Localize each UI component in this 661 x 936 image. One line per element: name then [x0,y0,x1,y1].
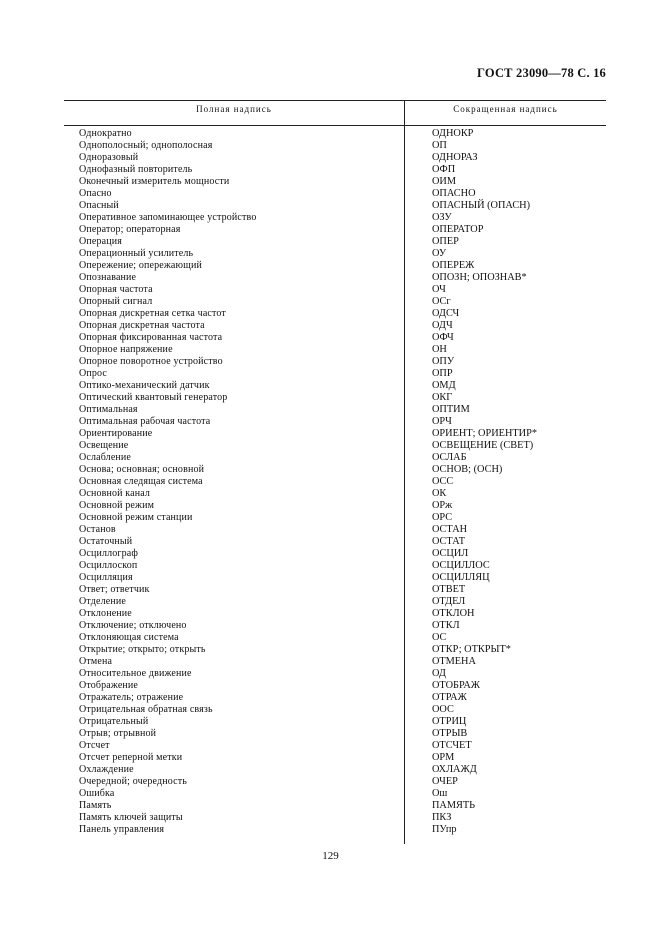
abbreviation-cell: ПАМЯТЬ [432,800,476,811]
table-row [0,164,661,176]
abbreviation-cell: ОТСЧЕТ [432,740,472,751]
full-name-cell: Освещение [79,440,129,451]
abbreviation-cell: ОМД [432,380,456,391]
table-row [0,824,661,836]
full-name-cell: Отделение [79,596,126,607]
abbreviation-cell: ОРС [432,512,453,523]
full-name-cell: Отмена [79,656,113,667]
abbreviation-cell: ОИМ [432,176,457,187]
full-name-cell: Отклонение [79,608,132,619]
table-row [0,656,661,668]
table-row [0,248,661,260]
full-name-cell: Оперативное запоминающее устройство [79,212,257,223]
full-name-cell: Отклоняющая система [79,632,179,643]
table-row [0,200,661,212]
table-row [0,452,661,464]
full-name-cell: Память ключей защиты [79,812,183,823]
abbreviation-cell: ОДЧ [432,320,453,331]
full-name-cell: Опознавание [79,272,137,283]
full-name-cell: Оператор; операторная [79,224,181,235]
full-name-cell: Основа; основная; основной [79,464,205,475]
full-name-cell: Открытие; открыто; открыть [79,644,206,655]
abbreviation-cell: ОПЕР [432,236,459,247]
abbreviation-cell: ОПУ [432,356,455,367]
column-header-full: Полная надпись [196,104,272,114]
full-name-cell: Останов [79,524,116,535]
full-name-cell: Опорная частота [79,284,153,295]
table-row [0,560,661,572]
abbreviation-cell: ОД [432,668,446,679]
abbreviation-cell: ОТМЕНА [432,656,476,667]
table-row [0,332,661,344]
table-row [0,368,661,380]
abbreviation-cell: ОСНОВ; (ОСН) [432,464,503,475]
document-header: ГОСТ 23090—78 С. 16 [477,66,606,80]
full-name-cell: Остаточный [79,536,133,547]
full-name-cell: Основная следящая система [79,476,203,487]
table-row [0,236,661,248]
table-row [0,608,661,620]
abbreviation-cell: ОУ [432,248,447,259]
full-name-cell: Оптимальная рабочая частота [79,416,211,427]
abbreviation-cell: ОПАСНЫЙ (ОПАСН) [432,200,531,211]
abbreviation-cell: ОТДЕЛ [432,596,466,607]
abbreviation-cell: ОРМ [432,752,455,763]
full-name-cell: Однократно [79,128,132,139]
table-row [0,812,661,824]
full-name-cell: Ориентирование [79,428,153,439]
full-name-cell: Оптико-механический датчик [79,380,210,391]
abbreviation-cell: ОТВЕТ [432,584,466,595]
full-name-cell: Опасный [79,200,119,211]
full-name-cell: Опасно [79,188,112,199]
table-row [0,476,661,488]
table-header-rule [64,125,606,126]
abbreviation-cell: ОТРАЖ [432,692,467,703]
full-name-cell: Оптимальная [79,404,138,415]
full-name-cell: Отсчет [79,740,110,751]
table-row [0,584,661,596]
abbreviation-cell: ОРИЕНТ; ОРИЕНТИР* [432,428,537,439]
table-row [0,596,661,608]
full-name-cell: Однофазный повторитель [79,164,193,175]
full-name-cell: Отображение [79,680,138,691]
full-name-cell: Оптический квантовый генератор [79,392,228,403]
full-name-cell: Оконечный измеритель мощности [79,176,230,187]
table-row [0,500,661,512]
full-name-cell: Осциллограф [79,548,139,559]
table-row [0,356,661,368]
abbreviation-cell: ПУпр [432,824,457,835]
abbreviation-cell: ОДНОКР [432,128,474,139]
table-row [0,392,661,404]
abbreviation-cell: ОХЛАЖД [432,764,477,775]
full-name-cell: Основной канал [79,488,151,499]
abbreviation-cell: ОДНОРАЗ [432,152,478,163]
full-name-cell: Одноразовый [79,152,139,163]
table-row [0,260,661,272]
table-row [0,176,661,188]
table-row [0,440,661,452]
abbreviation-cell: ОСТАН [432,524,468,535]
abbreviation-cell: ОПЕРАТОР [432,224,484,235]
table-row [0,404,661,416]
full-name-cell: Операция [79,236,122,247]
abbreviation-cell: ОСС [432,476,454,487]
full-name-cell: Опорное напряжение [79,344,173,355]
full-name-cell: Однополосный; однополосная [79,140,213,151]
abbreviation-cell: ПКЗ [432,812,452,823]
full-name-cell: Опрос [79,368,108,379]
table-row [0,308,661,320]
full-name-cell: Опорная фиксированная частота [79,332,223,343]
table-row [0,188,661,200]
abbreviation-cell: ОСЦИЛ [432,548,469,559]
table-row [0,272,661,284]
full-name-cell: Опережение; опережающий [79,260,202,271]
abbreviation-cell: ОСг [432,296,451,307]
abbreviation-cell: ОПР [432,368,453,379]
abbreviation-cell: ОФП [432,164,456,175]
full-name-cell: Отрицательная обратная связь [79,704,213,715]
abbreviation-cell: ОН [432,344,447,355]
table-row [0,512,661,524]
table-row [0,212,661,224]
full-name-cell: Отражатель; отражение [79,692,184,703]
abbreviation-cell: ОЗУ [432,212,452,223]
table-row [0,344,661,356]
full-name-cell: Основной режим [79,500,155,511]
table-row [0,692,661,704]
table-row [0,416,661,428]
full-name-cell: Операционный усилитель [79,248,194,259]
table-row [0,140,661,152]
table-row [0,632,661,644]
full-name-cell: Осциллоскоп [79,560,138,571]
full-name-cell: Относительное движение [79,668,192,679]
abbreviation-table-body [0,128,661,836]
table-row [0,644,661,656]
table-row [0,620,661,632]
table-row [0,572,661,584]
table-row [0,224,661,236]
table-row [0,776,661,788]
abbreviation-cell: ОФЧ [432,332,454,343]
full-name-cell: Ослабление [79,452,131,463]
table-row [0,704,661,716]
abbreviation-cell: Ош [432,788,448,799]
table-row [0,764,661,776]
full-name-cell: Панель управления [79,824,165,835]
abbreviation-cell: ОРЧ [432,416,452,427]
abbreviation-cell: ОСЛАБ [432,452,467,463]
abbreviation-cell: ОРж [432,500,453,511]
abbreviation-cell: ОЧ [432,284,446,295]
abbreviation-cell: ОПАСНО [432,188,476,199]
table-row [0,152,661,164]
table-row [0,464,661,476]
abbreviation-cell: ОП [432,140,447,151]
table-row [0,296,661,308]
table-row [0,320,661,332]
table-row [0,680,661,692]
full-name-cell: Отрицательный [79,716,149,727]
abbreviation-cell: ОКГ [432,392,453,403]
abbreviation-cell: ООС [432,704,454,715]
full-name-cell: Ошибка [79,788,115,799]
table-row [0,524,661,536]
abbreviation-cell: ОПОЗН; ОПОЗНАВ* [432,272,527,283]
abbreviation-cell: ОС [432,632,447,643]
abbreviation-cell: ОСЦИЛЛЯЦ [432,572,490,583]
table-row [0,668,661,680]
abbreviation-cell: ОПЕРЕЖ [432,260,475,271]
table-row [0,128,661,140]
full-name-cell: Очередной; очередность [79,776,187,787]
abbreviation-cell: ОК [432,488,447,499]
abbreviation-cell: ОЧЕР [432,776,458,787]
full-name-cell: Отсчет реперной метки [79,752,183,763]
abbreviation-cell: ОСВЕЩЕНИЕ (СВЕТ) [432,440,534,451]
abbreviation-cell: ОПТИМ [432,404,470,415]
table-row [0,536,661,548]
abbreviation-cell: ОТРИЦ [432,716,467,727]
table-row [0,380,661,392]
full-name-cell: Опорное поворотное устройство [79,356,223,367]
column-header-abbr: Сокращенная надпись [453,104,558,114]
table-row [0,716,661,728]
full-name-cell: Память [79,800,112,811]
abbreviation-cell: ОТОБРАЖ [432,680,481,691]
table-top-rule [64,100,606,101]
abbreviation-cell: ОТКЛ [432,620,460,631]
full-name-cell: Опорная дискретная сетка частот [79,308,226,319]
table-row [0,752,661,764]
full-name-cell: Отключение; отключено [79,620,187,631]
full-name-cell: Осцилляция [79,572,133,583]
table-row [0,740,661,752]
full-name-cell: Охлаждение [79,764,134,775]
table-row [0,548,661,560]
abbreviation-cell: ОСЦИЛЛОС [432,560,490,571]
abbreviation-cell: ОТКЛОН [432,608,475,619]
table-row [0,800,661,812]
full-name-cell: Опорный сигнал [79,296,153,307]
table-row [0,428,661,440]
abbreviation-cell: ОСТАТ [432,536,466,547]
full-name-cell: Опорная дискретная частота [79,320,205,331]
full-name-cell: Ответ; ответчик [79,584,150,595]
abbreviation-cell: ОТРЫВ [432,728,468,739]
abbreviation-cell: ОТКР; ОТКРЫТ* [432,644,511,655]
full-name-cell: Основной режим станции [79,512,193,523]
full-name-cell: Отрыв; отрывной [79,728,157,739]
table-row [0,284,661,296]
page-number: 129 [322,850,339,862]
table-row [0,788,661,800]
table-row [0,728,661,740]
abbreviation-cell: ОДСЧ [432,308,460,319]
table-row [0,488,661,500]
